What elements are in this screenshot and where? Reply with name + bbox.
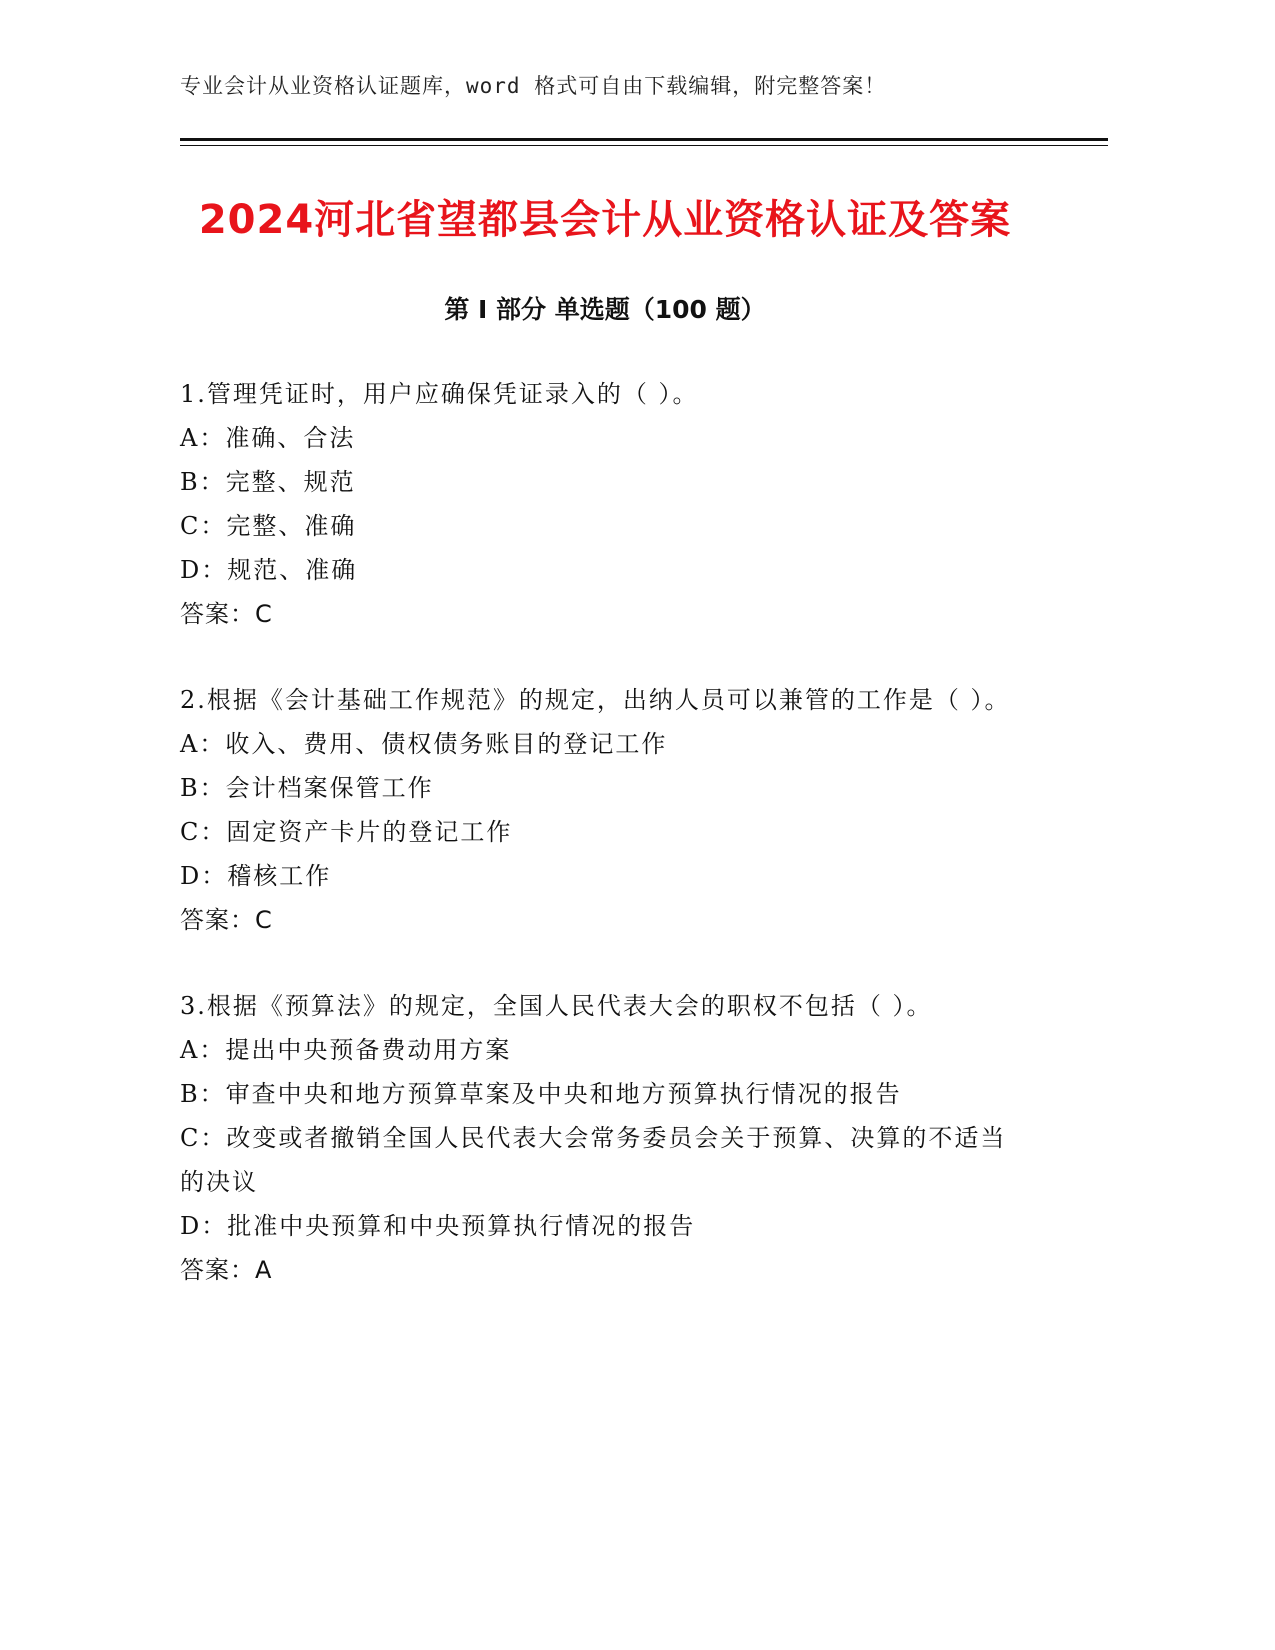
question-list [180,372,1030,1334]
answer-line: 答案：C [180,906,273,934]
option-a: A：准确、合法 [180,424,356,452]
option-d: D：稽核工作 [180,862,332,890]
option-c: C：改变或者撤销全国人民代表大会常务委员会关于预算、决算的不适当的决议 [180,1124,1007,1196]
section-heading: 第 I 部分 单选题（100 题） [444,295,766,324]
option-b: B：审查中央和地方预算草案及中央和地方预算执行情况的报告 [180,1080,902,1108]
option-b: B：会计档案保管工作 [180,774,434,802]
option-a: A：提出中央预备费动用方案 [180,1036,512,1064]
question-stem: 1.管理凭证时，用户应确保凭证录入的（ ）。 [180,380,699,408]
answer-line: 答案：C [180,600,273,628]
answer-line: 答案：A [180,1256,273,1284]
question-item [180,372,1030,636]
option-c: C：固定资产卡片的登记工作 [180,818,513,846]
header-divider-thin [180,145,1108,146]
header-note: 专业会计从业资格认证题库，word 格式可自由下载编辑，附完整答案！ [180,74,887,98]
document-title: 2024河北省望都县会计从业资格认证及答案 [198,197,1012,243]
header-divider-thick [180,138,1108,141]
option-d: D：批准中央预算和中央预算执行情况的报告 [180,1212,696,1240]
question-stem: 3.根据《预算法》的规定，全国人民代表大会的职权不包括（ ）。 [180,992,933,1020]
option-d: D：规范、准确 [180,556,358,584]
question-item [180,984,1030,1292]
option-a: A：收入、费用、债权债务账目的登记工作 [180,730,668,758]
question-item [180,678,1030,942]
option-c: C：完整、准确 [180,512,357,540]
option-b: B：完整、规范 [180,468,356,496]
question-stem: 2.根据《会计基础工作规范》的规定，出纳人员可以兼管的工作是（ ）。 [180,686,1011,714]
